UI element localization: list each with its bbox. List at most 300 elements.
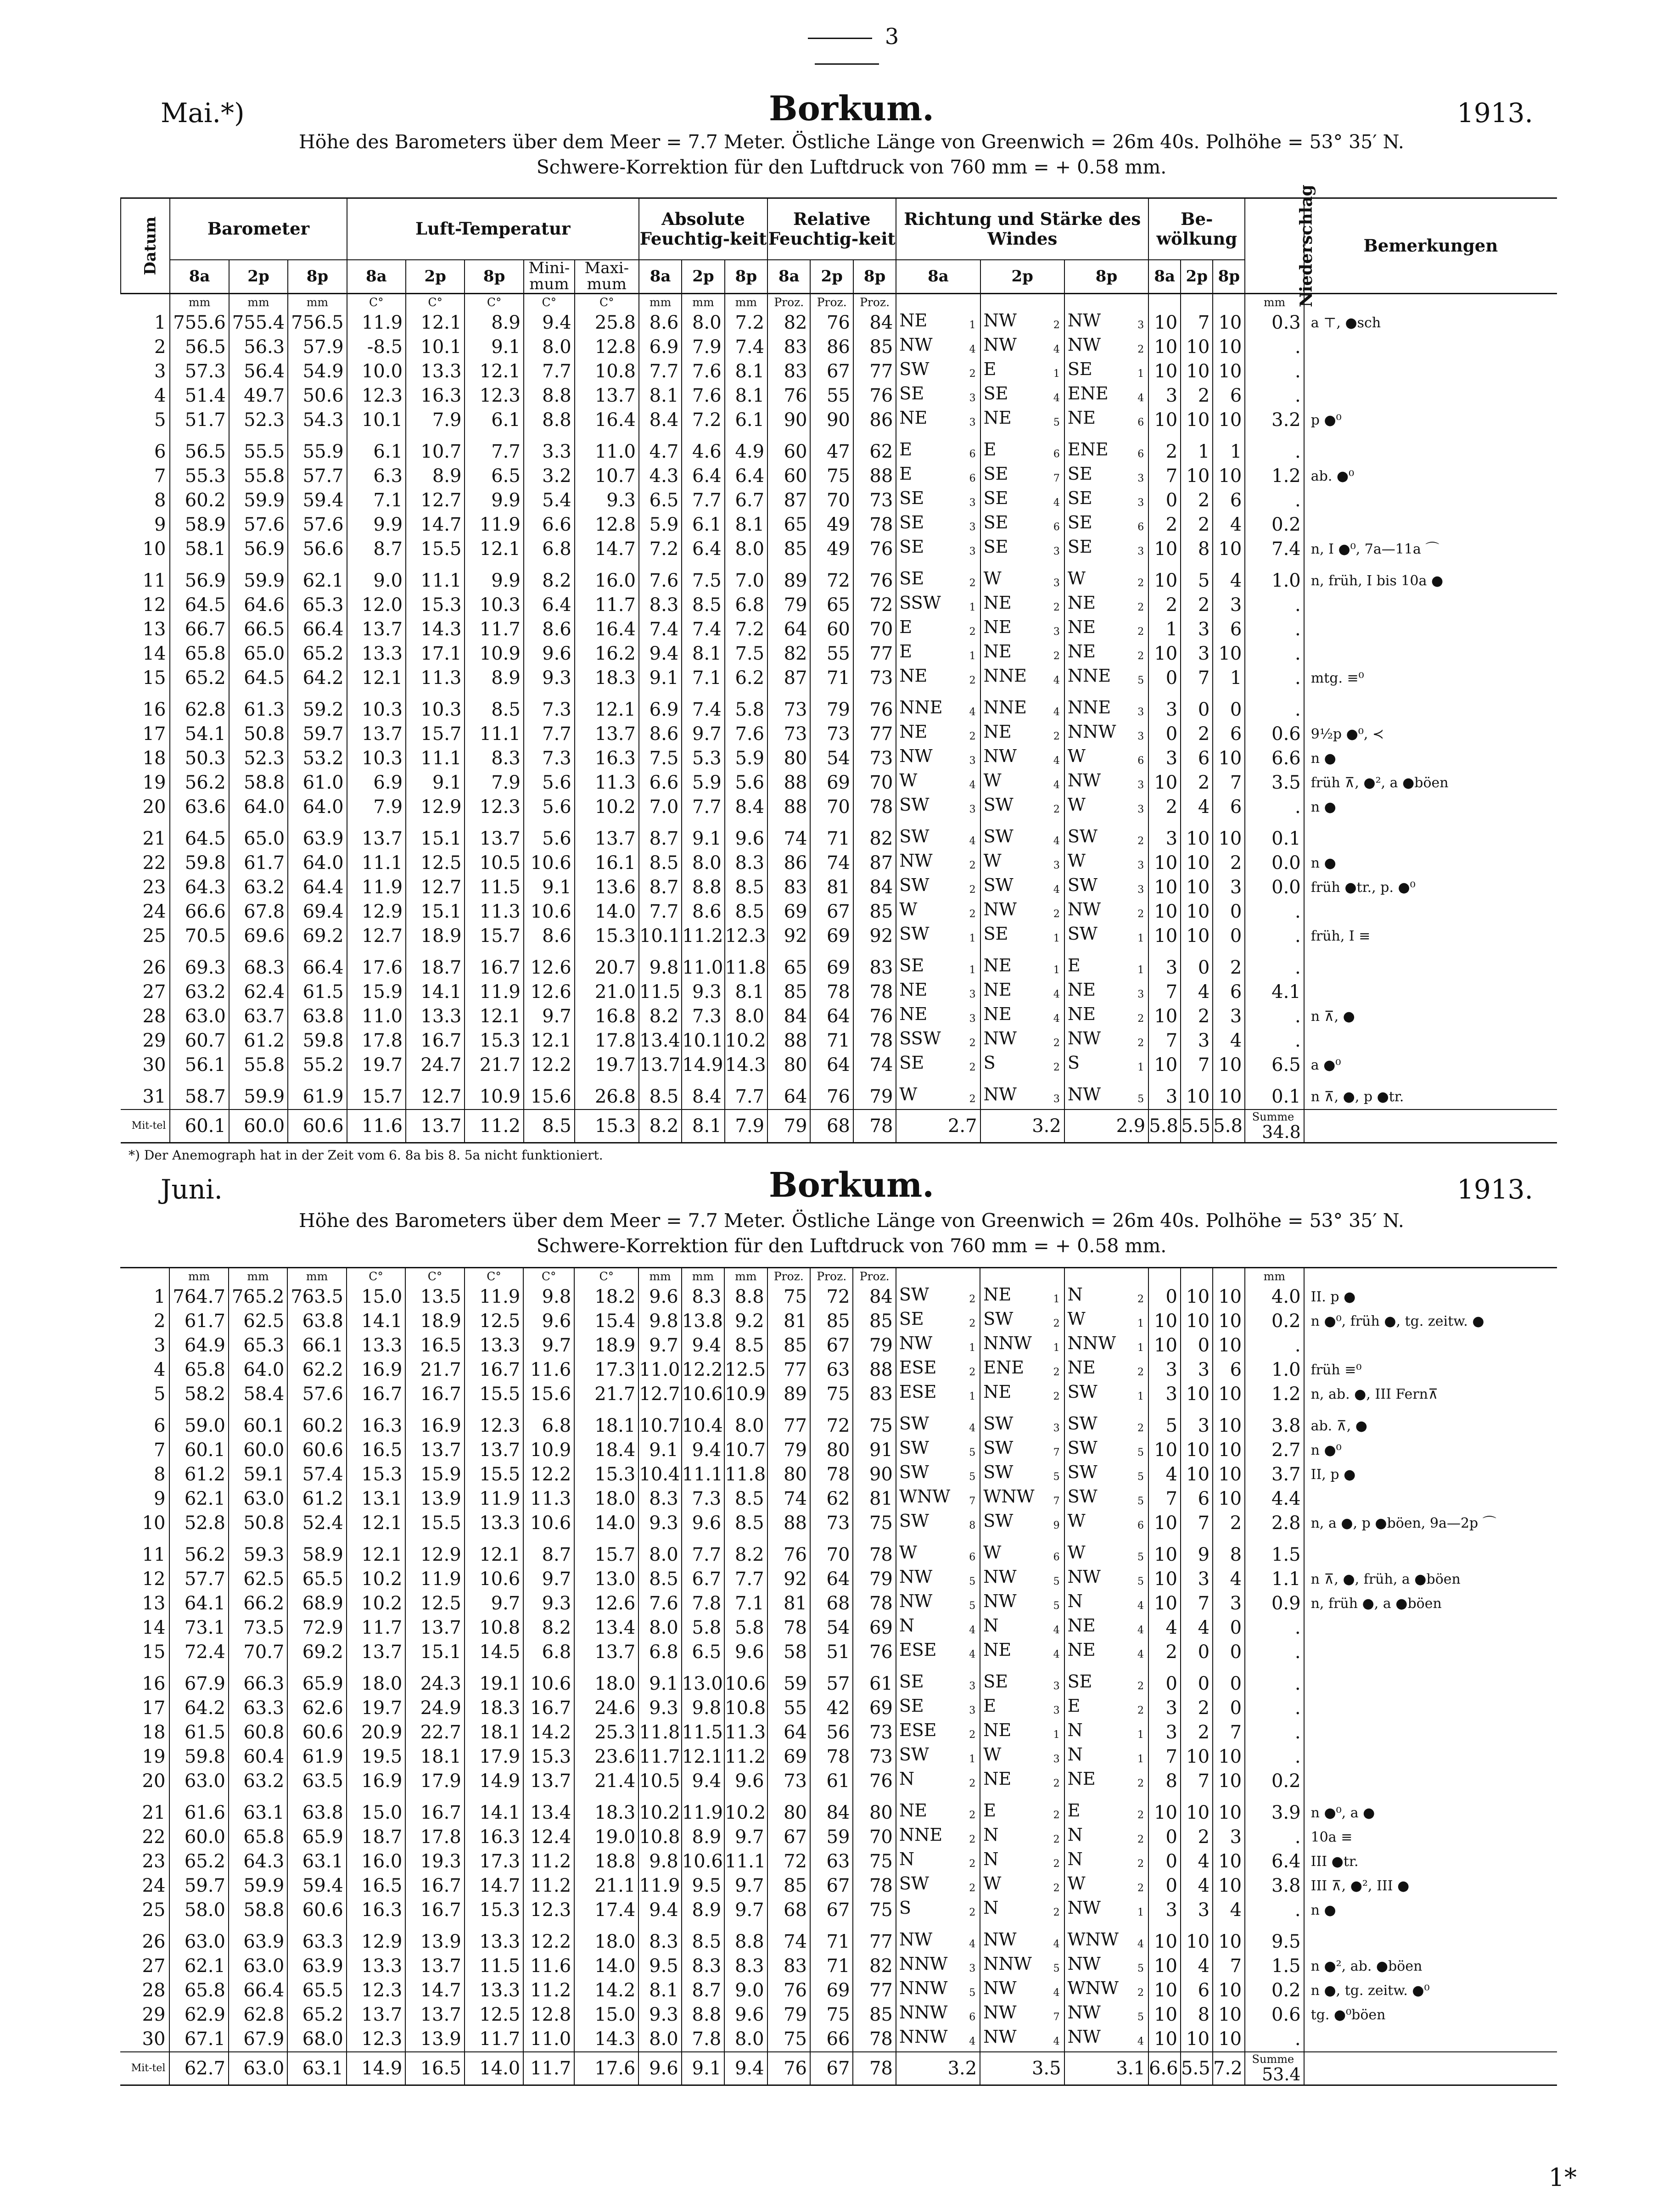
temperature-value: 16.2 — [575, 642, 639, 666]
wind-cell — [980, 335, 1064, 359]
temperature-value: 13.7 — [347, 617, 406, 642]
precipitation-value: . — [1245, 642, 1304, 666]
wind-force: 3 — [969, 755, 976, 767]
table-row — [121, 722, 1557, 746]
wind-direction: SE — [899, 1309, 924, 1329]
sub-8a: 8a — [170, 260, 229, 294]
temperature-value: 12.6 — [524, 980, 575, 1004]
temperature-value: 9.6 — [523, 1309, 574, 1334]
wind-cell — [896, 1825, 980, 1849]
barometer-value: 68.3 — [229, 948, 288, 980]
temperature-value: 12.9 — [405, 1535, 464, 1567]
cloud-value: 10 — [1213, 359, 1245, 384]
temperature-mean: 13.7 — [406, 1109, 465, 1143]
temperature-value: 16.7 — [405, 1898, 464, 1922]
remarks-text — [1304, 690, 1557, 722]
wind-cell — [896, 2027, 980, 2052]
abs-humidity-value: 7.6 — [639, 561, 682, 593]
temperature-value: 3.3 — [524, 432, 575, 464]
wind-direction: W — [983, 850, 1002, 871]
table-row — [120, 1334, 1557, 1358]
cloud-value: 8 — [1181, 2003, 1213, 2027]
table-row — [121, 488, 1557, 513]
temperature-value: 11.9 — [465, 1285, 523, 1309]
abs-humidity-value: 7.9 — [682, 335, 724, 359]
temperature-value: 11.7 — [575, 593, 639, 617]
abs-humidity-value: 7.0 — [725, 561, 767, 593]
wind-force: 6 — [1137, 448, 1144, 460]
precipitation-value: 3.2 — [1245, 408, 1304, 432]
wind-force: 1 — [1137, 932, 1144, 944]
cloud-value: 2 — [1181, 1696, 1213, 1720]
barometer-value: 755.4 — [229, 311, 288, 335]
wind-force: 4 — [969, 343, 976, 355]
wind-force: 4 — [1053, 343, 1060, 355]
wind-force: 2 — [969, 626, 976, 638]
temperature-value: 15.9 — [405, 1462, 464, 1487]
table-row — [120, 1535, 1557, 1567]
wind-direction: W — [899, 899, 918, 919]
barometer-value: 69.3 — [170, 948, 229, 980]
abs-humidity-mean: 9.1 — [682, 2052, 724, 2085]
rel-humidity-value: 65 — [810, 593, 853, 617]
wind-cell — [1064, 1720, 1148, 1745]
rel-humidity-value: 78 — [853, 2027, 896, 2052]
rel-humidity-value: 78 — [853, 1874, 896, 1898]
wind-direction: NE — [1067, 1640, 1096, 1660]
wind-cell — [980, 1077, 1064, 1109]
barometer-value: 765.2 — [229, 1285, 287, 1309]
wind-force: 2 — [1137, 1883, 1144, 1894]
barometer-value: 65.2 — [287, 2003, 346, 2027]
barometer-value: 61.6 — [169, 1793, 228, 1825]
wind-cell — [896, 771, 980, 795]
rel-humidity-value: 63 — [810, 1849, 853, 1874]
remarks-text — [1304, 1745, 1557, 1769]
barometer-value: 64.5 — [229, 666, 288, 690]
wind-direction: E — [1067, 1696, 1081, 1716]
temperature-value: 9.4 — [524, 311, 575, 335]
temperature-value: 18.9 — [406, 924, 465, 948]
temperature-value: 17.1 — [406, 642, 465, 666]
abs-humidity-value: 10.2 — [725, 1029, 767, 1053]
abs-humidity-value: 11.9 — [682, 1793, 724, 1825]
precipitation-value: . — [1245, 1004, 1304, 1029]
wind-cell — [1064, 900, 1148, 924]
day-number: 2 — [153, 1311, 166, 1332]
barometer-value: 67.9 — [169, 1664, 228, 1696]
wind-force: 4 — [1053, 392, 1060, 404]
barometer-value: 59.1 — [229, 1462, 287, 1487]
wind-force: 1 — [969, 964, 976, 976]
temperature-value: 16.7 — [347, 1382, 405, 1406]
day-number: 11 — [142, 570, 166, 591]
precipitation-value: . — [1245, 1696, 1304, 1720]
temperature-value: 15.6 — [524, 1077, 575, 1109]
temperature-value: 10.1 — [406, 335, 465, 359]
wind-force: 3 — [969, 988, 976, 1000]
rel-humidity-value: 87 — [767, 666, 810, 690]
temperature-value: 16.0 — [575, 561, 639, 593]
cloud-value: 2 — [1181, 722, 1213, 746]
unit-cell — [980, 1268, 1064, 1285]
barometer-value: 65.8 — [169, 1978, 228, 2003]
rel-humidity-value: 78 — [853, 795, 896, 819]
unit-cell — [896, 293, 980, 311]
temperature-value: 16.7 — [465, 1358, 523, 1382]
rel-humidity-value: 88 — [853, 1358, 896, 1382]
precipitation-value: . — [1245, 924, 1304, 948]
temperature-value: 11.3 — [465, 900, 523, 924]
cloud-value: 2 — [1148, 1640, 1181, 1664]
wind-force: 1 — [1053, 368, 1060, 380]
abs-humidity-value: 9.3 — [638, 2003, 681, 2027]
unit-cell: Proz. — [853, 1268, 896, 1285]
temperature-value: 11.9 — [465, 980, 523, 1004]
wind-force: 3 — [1137, 706, 1144, 718]
unit-cell — [1148, 1268, 1181, 1285]
abs-humidity-value: 6.1 — [682, 513, 724, 537]
wind-direction: SE — [1067, 536, 1092, 557]
rel-humidity-value: 70 — [810, 488, 853, 513]
abs-humidity-value: 9.3 — [638, 1696, 681, 1720]
sub-8p: 8p — [1213, 260, 1245, 294]
abs-humidity-value: 8.4 — [682, 1077, 724, 1109]
temperature-value: 15.7 — [574, 1535, 638, 1567]
unit-cell: mm — [229, 1268, 287, 1285]
rel-humidity-value: 73 — [853, 666, 896, 690]
wind-cell — [896, 1406, 980, 1438]
wind-direction: W — [983, 770, 1002, 790]
temperature-value: 8.8 — [524, 384, 575, 408]
barometer-value: 61.2 — [169, 1462, 228, 1487]
abs-humidity-value: 5.8 — [682, 1616, 724, 1640]
wind-force: 4 — [1053, 1625, 1060, 1636]
abs-humidity-value: 5.3 — [682, 746, 724, 771]
temperature-value: 10.6 — [523, 1511, 574, 1535]
table-row — [120, 1922, 1557, 1954]
rel-humidity-value: 79 — [853, 1567, 896, 1591]
cloud-value: 0 — [1148, 1849, 1181, 1874]
abs-humidity-value: 8.6 — [639, 722, 682, 746]
wind-cell — [1064, 1978, 1148, 2003]
temperature-value: 8.5 — [465, 690, 523, 722]
barometer-value: 58.0 — [169, 1898, 228, 1922]
wind-cell — [896, 1462, 980, 1487]
sub-8p: 8p — [288, 260, 347, 294]
rel-humidity-value: 55 — [767, 1696, 810, 1720]
rel-humidity-value: 78 — [853, 1535, 896, 1567]
cloud-value: 5 — [1181, 561, 1213, 593]
table-row — [121, 408, 1557, 432]
cloud-value: 3 — [1148, 1077, 1181, 1109]
wind-direction: NE — [1067, 616, 1096, 637]
barometer-value: 63.3 — [287, 1922, 346, 1954]
rel-humidity-value: 78 — [853, 1591, 896, 1616]
cloud-value: 9 — [1181, 1535, 1213, 1567]
wind-cell — [980, 1978, 1064, 2003]
wind-force: 2 — [1053, 650, 1060, 662]
cloud-value: 10 — [1181, 900, 1213, 924]
day-number: 28 — [142, 1005, 166, 1027]
rel-humidity-value: 67 — [767, 1825, 810, 1849]
unit-cell: mm — [724, 1268, 767, 1285]
wind-force: 3 — [1053, 859, 1060, 871]
wind-direction: NNW — [983, 1333, 1032, 1353]
wind-direction: NE — [983, 1003, 1012, 1024]
wind-direction: SW — [983, 1511, 1014, 1531]
barometer-value: 58.7 — [170, 1077, 229, 1109]
wind-cell — [896, 1978, 980, 2003]
day-number: 21 — [142, 1802, 166, 1823]
rel-humidity-value: 62 — [810, 1487, 853, 1511]
temperature-value: 12.1 — [465, 359, 523, 384]
wind-force: 2 — [1137, 650, 1144, 662]
wind-direction: NE — [983, 1382, 1012, 1402]
wind-cell — [896, 1382, 980, 1406]
temperature-mean: 11.6 — [347, 1109, 406, 1143]
abs-humidity-value: 13.0 — [682, 1664, 724, 1696]
barometer-value: 51.7 — [170, 408, 229, 432]
day-number: 18 — [142, 747, 166, 769]
cloud-value: 3 — [1148, 1898, 1181, 1922]
precipitation-value: 0.0 — [1245, 851, 1304, 875]
remarks-text — [1304, 1616, 1557, 1640]
abs-humidity-value: 8.6 — [682, 900, 724, 924]
cloud-value: 7 — [1213, 1720, 1245, 1745]
temperature-value: 11.5 — [465, 1954, 523, 1978]
precipitation-value: . — [1245, 1640, 1304, 1664]
temperature-value: 12.7 — [347, 924, 406, 948]
barometer-value: 65.0 — [229, 819, 288, 851]
temperature-value: 16.3 — [347, 1898, 405, 1922]
wind-cell — [896, 1849, 980, 1874]
wind-cell — [1064, 384, 1148, 408]
precipitation-value: . — [1245, 900, 1304, 924]
remarks-text — [1304, 1109, 1557, 1143]
rel-humidity-value: 82 — [853, 819, 896, 851]
day-number: 23 — [142, 876, 166, 898]
unit-cell: mm — [287, 1268, 346, 1285]
wind-cell — [896, 1898, 980, 1922]
temperature-value: 10.7 — [575, 464, 639, 488]
temperature-value: 12.0 — [347, 593, 406, 617]
temperature-mean: 15.3 — [575, 1109, 639, 1143]
abs-humidity-value: 4.3 — [639, 464, 682, 488]
units-row — [121, 293, 1557, 311]
table-row — [120, 1567, 1557, 1591]
wind-direction: WNW — [983, 1486, 1035, 1507]
wind-force: 5 — [1137, 674, 1144, 686]
temperature-value: 16.0 — [347, 1849, 405, 1874]
temperature-value: 14.0 — [574, 1954, 638, 1978]
abs-humidity-value: 8.3 — [639, 593, 682, 617]
temperature-value: 11.9 — [405, 1567, 464, 1591]
wind-cell — [1064, 464, 1148, 488]
cloud-value: 10 — [1148, 1438, 1181, 1462]
temperature-value: 11.1 — [465, 722, 523, 746]
wind-force: 3 — [1137, 779, 1144, 791]
temperature-value: 17.8 — [575, 1029, 639, 1053]
wind-force: 4 — [969, 2036, 976, 2047]
sub-8a: 8a — [1148, 260, 1181, 294]
barometer-value: 62.6 — [287, 1696, 346, 1720]
wind-force: 2 — [1053, 601, 1060, 613]
wind-force: 2 — [1053, 1810, 1060, 1821]
precipitation-value: 0.6 — [1245, 722, 1304, 746]
temperature-value: 18.2 — [574, 1285, 638, 1309]
rel-humidity-value: 74 — [853, 1053, 896, 1077]
wind-force: 4 — [1053, 884, 1060, 896]
wind-direction: NE — [983, 979, 1012, 1000]
abs-humidity-value: 8.5 — [639, 851, 682, 875]
abs-humidity-value: 12.2 — [682, 1358, 724, 1382]
rel-humidity-value: 76 — [853, 384, 896, 408]
wind-cell — [896, 1696, 980, 1720]
abs-humidity-value: 9.6 — [682, 1511, 724, 1535]
wind-cell — [1064, 1406, 1148, 1438]
table-row — [121, 900, 1557, 924]
precipitation-value: 9.5 — [1245, 1922, 1304, 1954]
temperature-value: 11.0 — [347, 1004, 406, 1029]
temperature-value: 11.0 — [575, 432, 639, 464]
abs-humidity-value: 8.5 — [639, 1077, 682, 1109]
wind-direction: W — [983, 1542, 1002, 1563]
temperature-value: 5.6 — [524, 819, 575, 851]
rel-humidity-value: 85 — [853, 1309, 896, 1334]
barometer-value: 73.1 — [169, 1616, 228, 1640]
rel-humidity-value: 92 — [767, 1567, 810, 1591]
temperature-value: 19.0 — [574, 1825, 638, 1849]
rel-humidity-value: 76 — [853, 1004, 896, 1029]
unit-cell: mm — [169, 1268, 228, 1285]
cloud-value: 10 — [1213, 408, 1245, 432]
wind-cell — [980, 1954, 1064, 1978]
wind-force: 6 — [1137, 1520, 1144, 1531]
temperature-value: 13.3 — [465, 1922, 523, 1954]
table-row — [121, 311, 1557, 335]
temperature-value: 17.6 — [347, 948, 406, 980]
temperature-value: 16.4 — [575, 408, 639, 432]
abs-humidity-value: 9.8 — [638, 1309, 681, 1334]
wind-direction: N — [1067, 1744, 1083, 1765]
temperature-value: 13.7 — [405, 1616, 464, 1640]
wind-cell — [980, 1849, 1064, 1874]
wind-cell — [980, 1745, 1064, 1769]
temperature-value: 6.3 — [347, 464, 406, 488]
precipitation-value: 3.5 — [1245, 771, 1304, 795]
cloud-value: 10 — [1213, 2003, 1245, 2027]
wind-force: 4 — [1053, 1987, 1060, 1999]
rel-humidity-value: 64 — [810, 1004, 853, 1029]
cloud-value: 10 — [1148, 1004, 1181, 1029]
abs-humidity-value: 10.9 — [724, 1382, 767, 1406]
barometer-value: 56.1 — [170, 1053, 229, 1077]
temperature-value: 13.7 — [405, 2003, 464, 2027]
temperature-value: 12.1 — [575, 690, 639, 722]
barometer-value: 60.4 — [229, 1745, 287, 1769]
wind-direction: ENE — [1067, 439, 1109, 459]
table-row — [121, 666, 1557, 690]
wind-force-mean: 3.5 — [980, 2052, 1064, 2085]
wind-force: 2 — [1053, 1883, 1060, 1894]
barometer-value: 57.4 — [287, 1462, 346, 1487]
cloud-value: 0 — [1181, 1334, 1213, 1358]
rel-humidity-value: 71 — [810, 1954, 853, 1978]
cloud-value: 0 — [1181, 1640, 1213, 1664]
precipitation-value: . — [1245, 359, 1304, 384]
abs-humidity-value: 8.5 — [682, 593, 724, 617]
wind-cell — [1064, 690, 1148, 722]
cloud-value: 4 — [1213, 513, 1245, 537]
wind-cell — [1064, 948, 1148, 980]
temperature-value: 11.3 — [523, 1487, 574, 1511]
temperature-value: 25.3 — [574, 1720, 638, 1745]
barometer-value: 59.0 — [169, 1406, 228, 1438]
table-row — [121, 1029, 1557, 1053]
temperature-value: 10.7 — [406, 432, 465, 464]
rel-humidity-value: 80 — [767, 1462, 810, 1487]
cloud-value: 10 — [1148, 1591, 1181, 1616]
table-row — [120, 1954, 1557, 1978]
wind-cell — [980, 1874, 1064, 1898]
wind-force: 2 — [969, 1294, 976, 1305]
barometer-value: 60.1 — [169, 1438, 228, 1462]
abs-humidity-value: 8.3 — [638, 1922, 681, 1954]
remarks-text — [1304, 948, 1557, 980]
wind-direction: SE — [1067, 359, 1092, 379]
wind-force: 3 — [1137, 988, 1144, 1000]
col-luft-temperatur: Luft-Temperatur — [347, 198, 639, 260]
temperature-value: 12.8 — [575, 513, 639, 537]
wind-direction: NW — [1067, 2002, 1101, 2023]
wind-direction: SE — [899, 1052, 924, 1073]
cloud-mean: 5.5 — [1181, 1109, 1213, 1143]
day-number: 11 — [142, 1544, 166, 1565]
cloud-value: 2 — [1181, 1825, 1213, 1849]
remarks-text — [1304, 900, 1557, 924]
wind-force: 2 — [969, 1907, 976, 1918]
wind-direction: E — [899, 641, 913, 661]
cloud-value: 7 — [1181, 666, 1213, 690]
wind-force: 1 — [1137, 964, 1144, 976]
temperature-value: 18.4 — [574, 1438, 638, 1462]
wind-force: 4 — [1137, 392, 1144, 404]
wind-force: 2 — [1053, 1858, 1060, 1870]
day-number: 30 — [142, 1054, 166, 1076]
wind-cell — [896, 642, 980, 666]
wind-force-mean: 3.2 — [896, 2052, 980, 2085]
day-number: 8 — [154, 489, 166, 511]
temperature-value: 9.3 — [575, 488, 639, 513]
cloud-value: 0 — [1148, 1285, 1181, 1309]
cloud-value: 10 — [1213, 1334, 1245, 1358]
abs-humidity-value: 8.2 — [639, 1004, 682, 1029]
temperature-value: 12.3 — [465, 1406, 523, 1438]
table-row — [121, 432, 1557, 464]
rel-humidity-value: 81 — [853, 1487, 896, 1511]
unit-cell: Proz. — [810, 293, 853, 311]
temperature-value: 15.3 — [465, 1029, 523, 1053]
temperature-value: 15.0 — [574, 2003, 638, 2027]
abs-humidity-value: 10.1 — [639, 924, 682, 948]
abs-humidity-value: 5.8 — [724, 1616, 767, 1640]
temperature-value: 16.4 — [575, 617, 639, 642]
abs-humidity-value: 4.9 — [725, 432, 767, 464]
temperature-value: 16.7 — [405, 1874, 464, 1898]
barometer-value: 62.8 — [170, 690, 229, 722]
wind-force-mean: 3.2 — [980, 1109, 1064, 1143]
